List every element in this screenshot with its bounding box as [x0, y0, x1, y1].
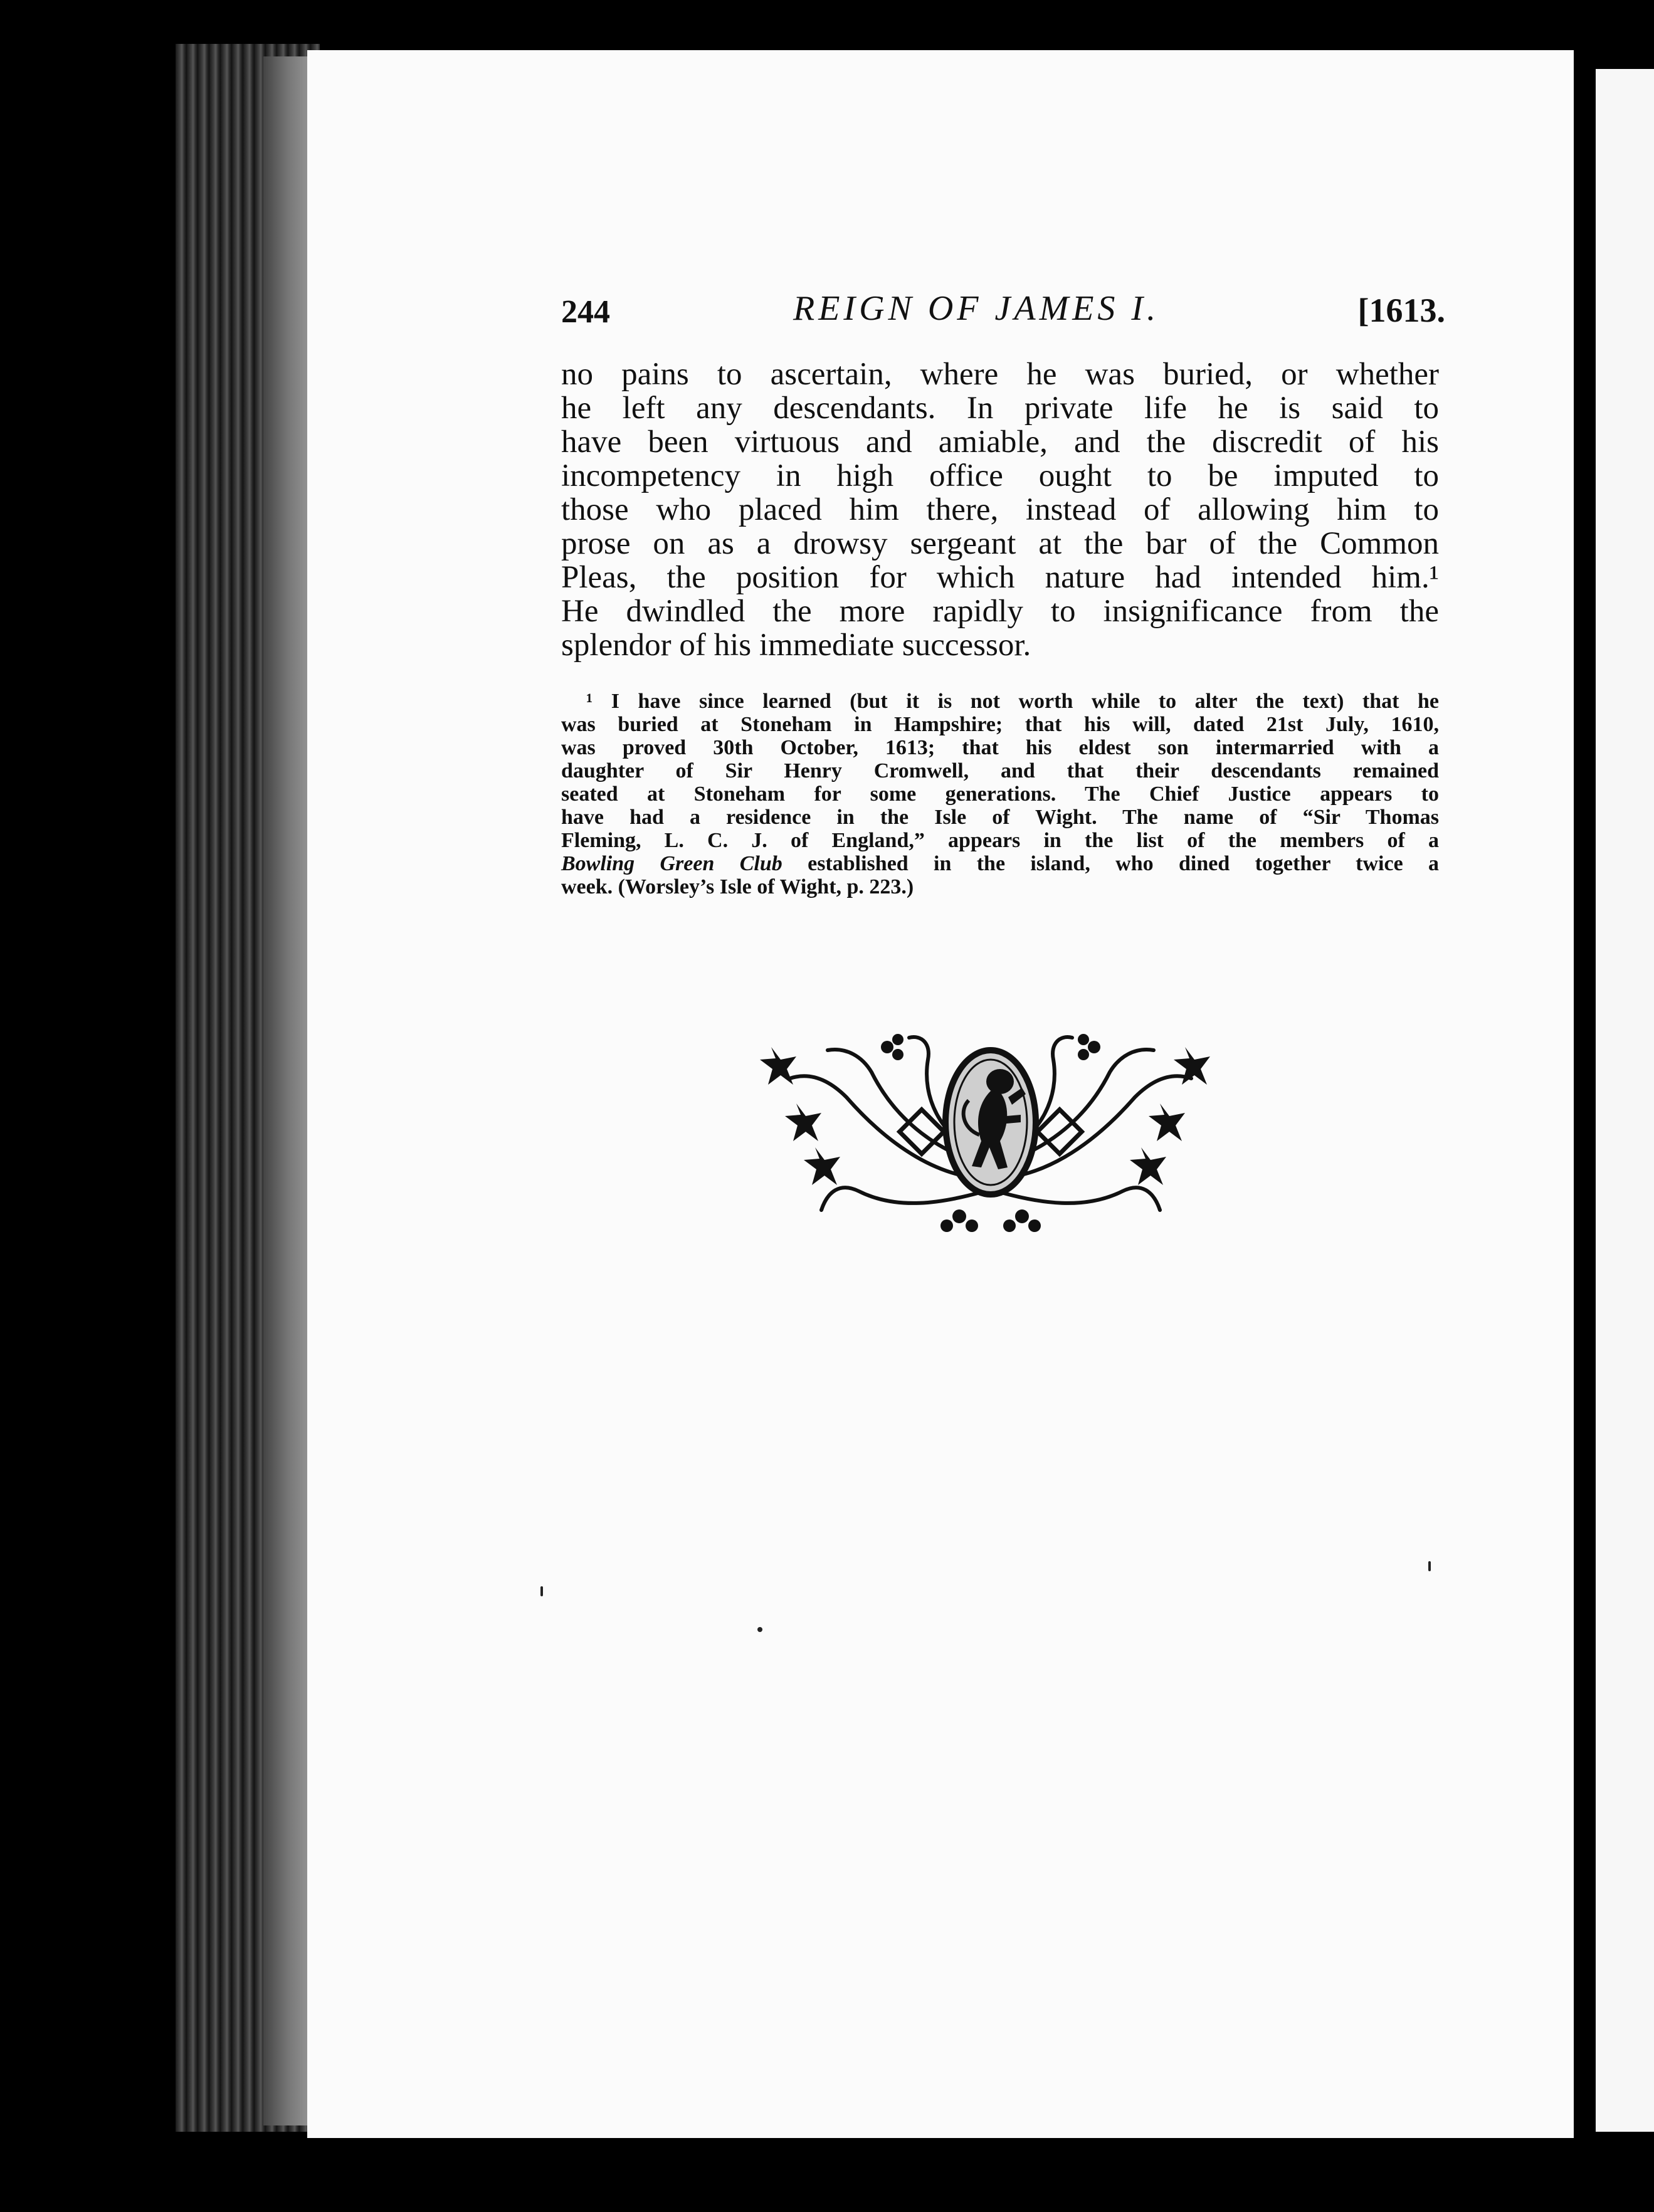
- body-line: incompetency in high office ought to be imputed to: [561, 458, 1439, 493]
- page-number: 244: [561, 294, 610, 330]
- club-name: Bowling Green Club: [561, 852, 782, 875]
- body-line: Pleas, the position for which nature had intended him.¹: [561, 560, 1439, 595]
- body-line: have been virtuous and amiable, and the discredit of his: [561, 424, 1439, 460]
- footnote-line: [561, 852, 1439, 875]
- body-line: prose on as a drowsy sergeant at the bar of the Common: [561, 526, 1439, 561]
- footnote-line: seated at Stoneham for some generations. The Chief Justice appears to: [561, 782, 1439, 806]
- body-paragraph: [561, 357, 1439, 662]
- footnote: [561, 690, 1439, 898]
- footnote-line-rest: established in the island, who dined together twice a: [782, 852, 1439, 875]
- scan-speck: [757, 1627, 762, 1632]
- body-line: splendor of his immediate successor.: [561, 628, 1031, 663]
- book-page-edges-inner: [263, 56, 313, 2125]
- scan-speck: [540, 1586, 543, 1596]
- facing-page-edge: [1596, 69, 1654, 2132]
- scan-speck: [1428, 1561, 1431, 1571]
- body-line: He dwindled the more rapidly to insignificance from the: [561, 594, 1439, 629]
- body-line: he left any descendants. In private life he is said to: [561, 391, 1439, 426]
- tailpiece-ornament-icon: [752, 1022, 1229, 1235]
- footnote-line: week. (Worsley’s Isle of Wight, p. 223.): [561, 875, 914, 898]
- footnote-line: daughter of Sir Henry Cromwell, and that their descendants remained: [561, 759, 1439, 782]
- body-line: no pains to ascertain, where he was buried, or whether: [561, 357, 1439, 392]
- footnote-line: have had a residence in the Isle of Wight. The name of “Sir Thomas: [561, 806, 1439, 829]
- footnote-line: ¹ I have since learned (but it is not worth while to alter the text) that he: [586, 690, 1439, 713]
- footnote-line: was buried at Stoneham in Hampshire; that his will, dated 21st July, 1610,: [561, 713, 1439, 736]
- header-year: [1613.: [1357, 292, 1445, 329]
- running-title: REIGN OF JAMES I.: [793, 289, 1160, 328]
- footnote-line: was proved 30th October, 1613; that his eldest son intermarried with a: [561, 736, 1439, 759]
- body-line: those who placed him there, instead of allowing him to: [561, 492, 1439, 527]
- running-header: [561, 288, 1445, 339]
- footnote-line: Fleming, L. C. J. of England,” appears in the list of the members of a: [561, 829, 1439, 852]
